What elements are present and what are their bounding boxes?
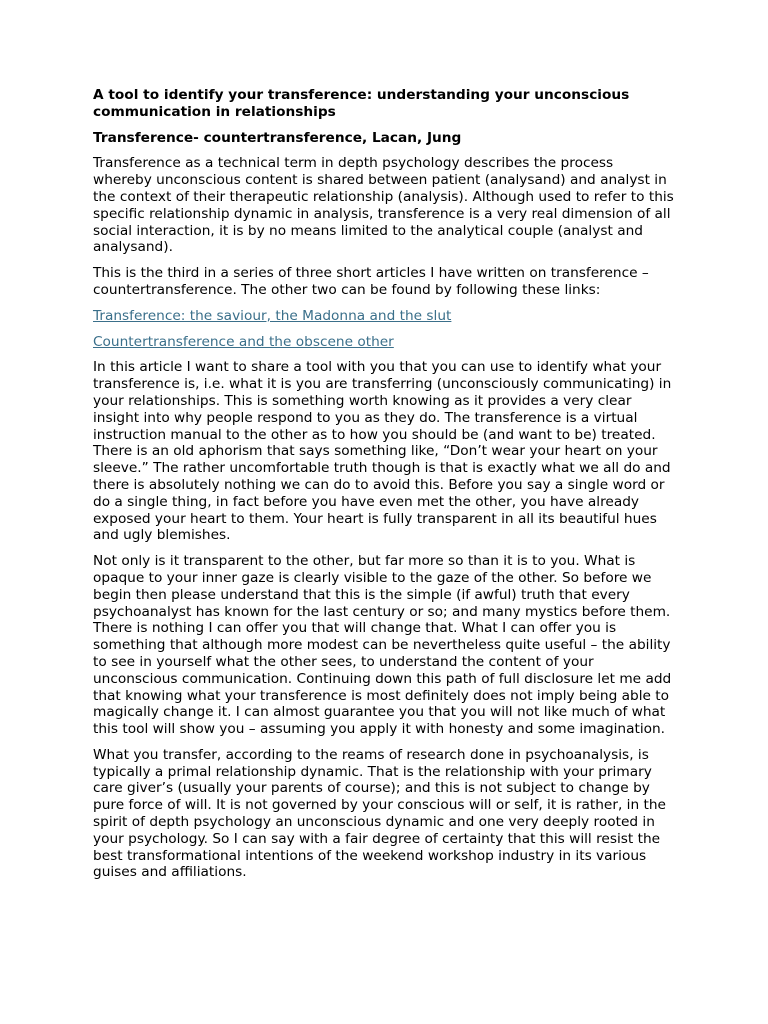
transference-article-link[interactable]: Transference: the saviour, the Madonna and the slut	[93, 307, 452, 324]
body-paragraph: In this article I want to share a tool with you that you can use to identify what your transference is, i.e. what it is you are transferring (unconsciously communicating) in your relationships. This is something worth knowing as it provides a very clear insight into why people respond to you as they do. The transference is a virtual instruction manual to the other as to how you should be (and want to be) treated. There is an old aphorism that says something like, “Don’t wear your heart on your sleeve.” The rather uncomfortable truth though is that is exactly what we all do and there is absolutely nothing we can do to avoid this. Before you say a single word or do a single thing, in fact before you have even met the other, you have already exposed your heart to them. Your heart is fully transparent in all its beautiful hues and ugly blemishes.	[93, 359, 672, 544]
series-paragraph: This is the third in a series of three short articles I have written on transference – countertransference. The other two can be found by following these links:	[93, 265, 649, 298]
body-paragraph: Not only is it transparent to the other, but far more so than it is to you. What is opaque to your inner gaze is clearly visible to the gaze of the other. So before we begin then please understand that this is the simple (if awful) truth that every psychoanalyst has known for the last century or so; and many mystics before them. There is nothing I can offer you that will change that. What I can offer you is something that although more modest can be nevertheless quite useful – the ability to see in yourself what the other sees, to understand the content of your unconscious communication. Continuing down this path of full disclosure let me add that knowing what your transference is most definitely does not imply being able to magically change it. I can almost guarantee you that you will not like much of what this tool will show you – assuming you apply it with honesty and some imagination.	[93, 553, 672, 738]
link-paragraph-2	[93, 334, 675, 351]
countertransference-article-link[interactable]: Countertransference and the obscene other	[93, 333, 394, 350]
article-title: A tool to identify your transference: understanding your unconscious communication in relationships	[93, 87, 630, 120]
document-page	[93, 87, 675, 890]
article-subtitle: Transference- countertransference, Lacan, Jung	[93, 129, 462, 146]
link-paragraph-1	[93, 308, 675, 325]
intro-paragraph: Transference as a technical term in depth psychology describes the process whereby unconscious content is shared between patient (analysand) and analyst in the context of their therapeutic relationship (analysis). Although used to refer to this specific relationship dynamic in analysis, transference is a very real dimension of all social interaction, it is by no means limited to the analytical couple (analyst and analysand).	[93, 155, 674, 256]
body-paragraph: What you transfer, according to the reams of research done in psychoanalysis, is typically a primal relationship dynamic. That is the relationship with your primary care giver’s (usually your parents of course); and this is not subject to change by pure force of will. It is not governed by your conscious will or self, it is rather, in the spirit of depth psychology an unconscious dynamic and one very deeply rooted in your psychology. So I can say with a fair degree of certainty that this will resist the best transformational intentions of the weekend workshop industry in its various guises and affiliations.	[93, 746, 666, 881]
